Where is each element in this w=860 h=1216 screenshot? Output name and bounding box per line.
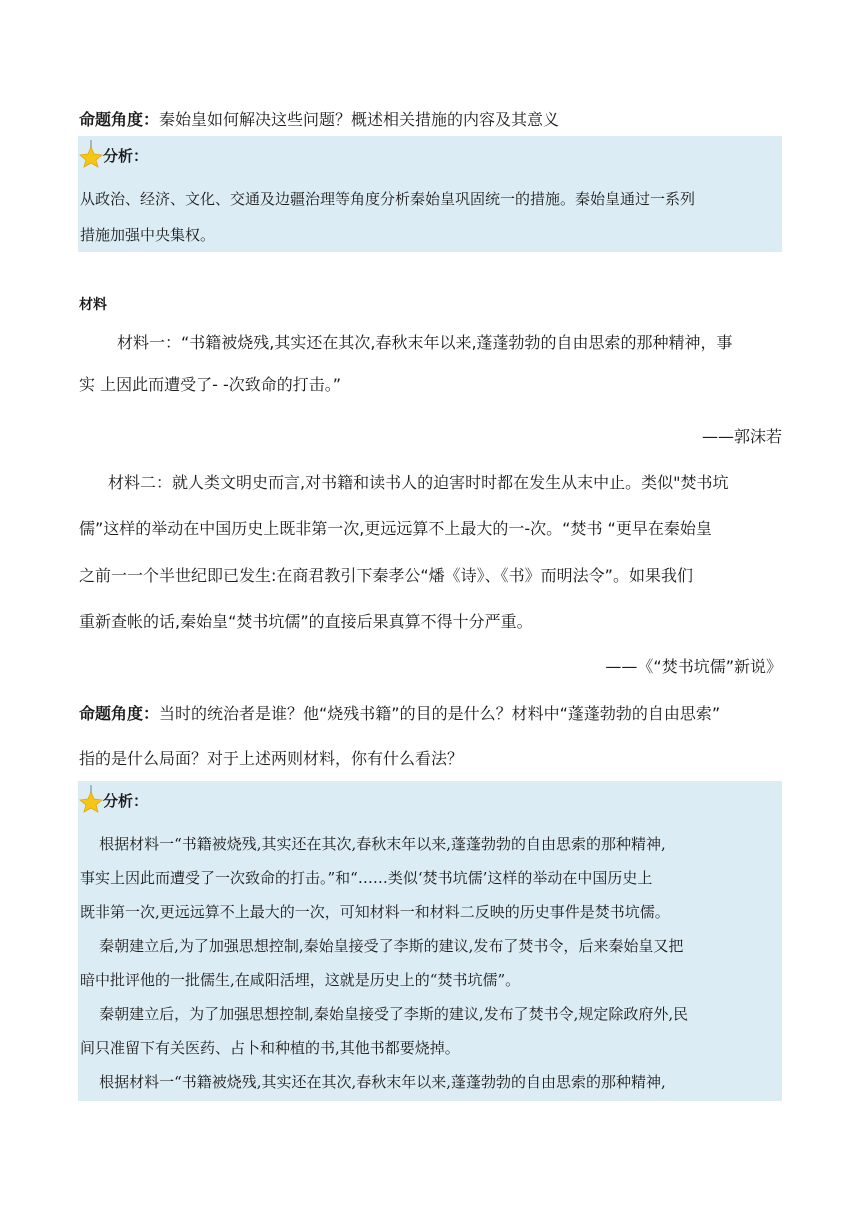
analysis-line: 根据材料一“书籍被烧残,其实还在其次,春秋末年以来,蓬蓬勃勃的自由思索的那种精神, bbox=[80, 835, 666, 853]
analysis-line: 既非第一次,更远远算不上最大的一次，可知材料一和材料二反映的历史事件是焚书坑儒。 bbox=[80, 903, 670, 921]
material1-line: 材料一：“书籍被烧残,其实还在其次,春秋末年以来,蓬蓬勃勃的自由思索的那种精神，事 bbox=[117, 333, 733, 352]
material-heading: 材料 bbox=[79, 297, 107, 313]
analysis-line: 暗中批评他的一批儒生,在咸阳活埋，这就是历史上的“焚书坑儒”。 bbox=[80, 971, 521, 989]
star-icon bbox=[79, 785, 103, 813]
question-angle-1 bbox=[79, 108, 559, 132]
analysis-line: 事实上因此而遭受了一次致命的打击。”和“……类似‘焚书坑儒’这样的举动在中国历史上 bbox=[80, 869, 653, 887]
analysis-line: 措施加强中央集权。 bbox=[80, 226, 216, 244]
material1-source: ——郭沫若 bbox=[701, 427, 782, 446]
material2-line: 儒”这样的举动在中国历史上既非第一次,更远远算不上最大的一-次。“焚书 “更早在秦始皇 bbox=[79, 519, 712, 538]
analysis-line: 根据材料一“书籍被烧残,其实还在其次,春秋末年以来,蓬蓬勃勃的自由思索的那种精神, bbox=[80, 1073, 666, 1091]
analysis-line: 间只准留下有关医药、占卜和种植的书,其他书都要烧掉。 bbox=[80, 1039, 460, 1057]
question-angle-2 bbox=[79, 702, 720, 726]
analysis-box-2 bbox=[78, 781, 782, 1101]
angle-text: 当时的统治者是谁？他“烧残书籍”的目的是什么？材料中“蓬蓬勃勃的自由思索” bbox=[159, 704, 721, 723]
material2-line: 之前一一个半世纪即已发生:在商君教引下秦孝公“燔《诗》、《书》而明法令”。如果我们 bbox=[79, 566, 693, 585]
analysis-line: 秦朝建立后，为了加强思想控制,秦始皇接受了李斯的建议,发布了焚书令,规定除政府外,民 bbox=[80, 1005, 689, 1023]
question-angle-2-cont: 指的是什么局面？对于上述两则材料，你有什么看法？ bbox=[79, 749, 464, 768]
material1-line: 实 上因此而遭受了- -次致命的打击。” bbox=[79, 375, 342, 394]
star-icon bbox=[79, 140, 103, 168]
analysis-title: 分析： bbox=[103, 147, 149, 165]
angle-label: 命题角度： bbox=[79, 704, 160, 723]
material2-line: 重新查帐的话,秦始皇“焚书坑儒”的直接后果真算不得十分严重。 bbox=[79, 612, 533, 631]
material2-line: 材料二：就人类文明史而言,对书籍和读书人的迫害时时都在发生从末中止。类似"焚书坑 bbox=[108, 473, 729, 492]
angle-label: 命题角度： bbox=[79, 110, 160, 129]
angle-text: 秦始皇如何解决这些问题？概述相关措施的内容及其意义 bbox=[159, 110, 560, 129]
analysis-line: 从政治、经济、文化、交通及边疆治理等角度分析秦始皇巩固统一的措施。秦始皇通过一系列 bbox=[80, 190, 696, 208]
analysis-title: 分析： bbox=[103, 792, 149, 810]
analysis-box-1 bbox=[78, 136, 782, 252]
analysis-line: 秦朝建立后,为了加强思想控制,秦始皇接受了李斯的建议,发布了焚书令，后来秦始皇又把 bbox=[80, 937, 684, 955]
material2-source: ——《“焚书坑儒”新说》 bbox=[605, 657, 782, 676]
